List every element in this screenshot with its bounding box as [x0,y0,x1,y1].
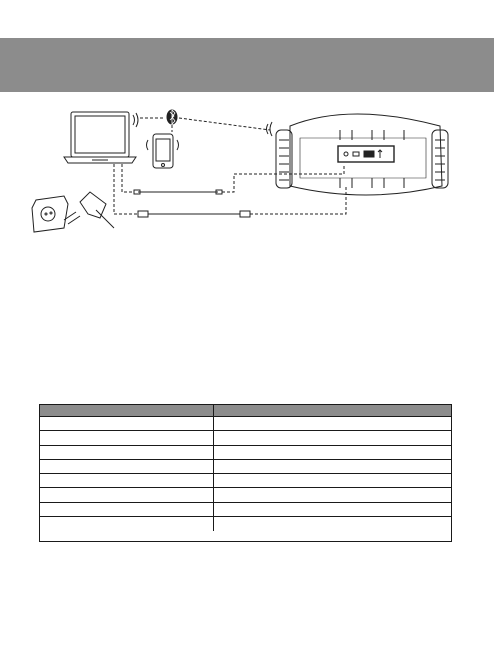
table-cell [214,446,451,459]
table-row [40,474,451,488]
table-cell [40,431,214,444]
power-adapter-icon [64,192,114,228]
table-row [40,417,451,431]
table-cell [40,446,214,459]
table-cell [214,488,451,501]
table-cell [214,431,451,444]
table-row [40,460,451,474]
speaker-icon [276,114,448,195]
table-row [40,503,451,517]
table-cell [214,417,451,430]
connection-diagram [28,100,468,235]
table-cell [214,503,451,516]
table-cell [40,503,214,516]
table-cell [214,474,451,487]
table-cell [214,517,451,531]
specification-table [39,404,452,542]
table-cell [40,474,214,487]
table-header-cell-1 [40,405,214,416]
speaker-wireless-waves-icon [267,122,273,136]
power-outlet-icon [32,196,68,232]
bluetooth-icon [167,110,177,124]
table-cell [40,460,214,473]
table-row [40,488,451,502]
section-header-band [0,38,494,92]
laptop-icon [64,112,136,163]
smartphone-icon [153,134,173,168]
aux-cable-line [122,164,344,194]
table-cell [40,417,214,430]
table-header-row [40,405,451,417]
laptop-wireless-waves-icon [133,113,138,127]
table-row [40,446,451,460]
usb-port-icon [364,151,374,157]
table-cell [40,517,214,531]
bluetooth-link-lines [140,118,270,132]
table-row [40,431,451,445]
phone-wireless-waves-icon [147,140,179,150]
table-row [40,517,451,531]
table-header-cell-2 [214,405,451,416]
table-cell [40,488,214,501]
table-cell [214,460,451,473]
